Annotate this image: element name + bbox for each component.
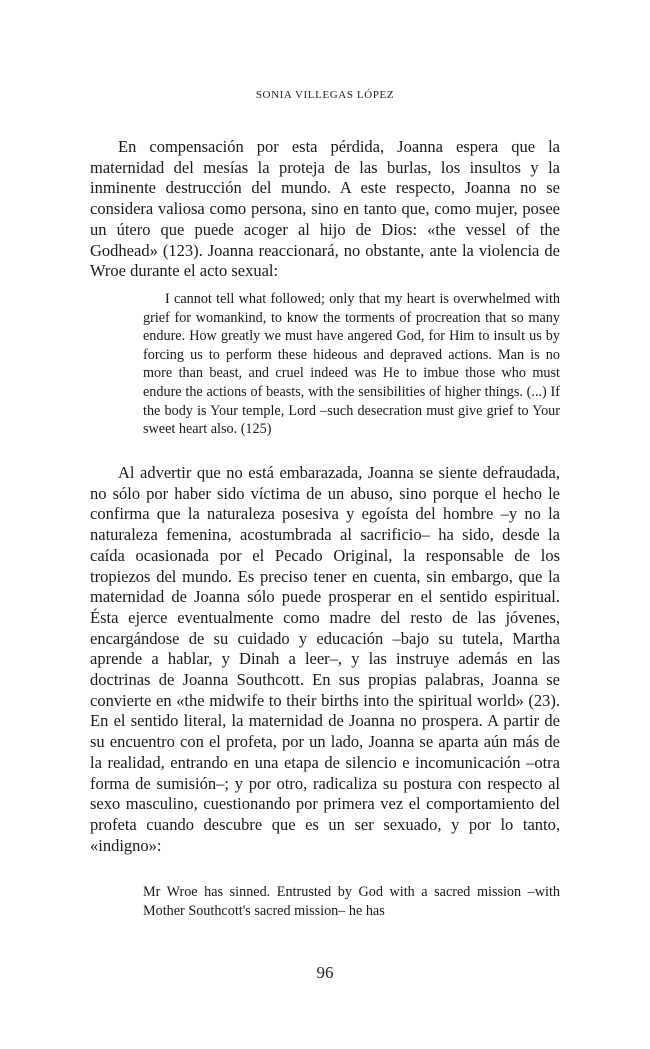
page-number: 96 bbox=[316, 963, 334, 982]
paragraph-text: En compensación por esta pérdida, Joanna espera que la maternidad del mesías la proteja de las burlas, los insultos y la inminente destrucción del mundo. A este respecto, Joanna no se considera valiosa como persona, sino en tanto que, como mujer, posee un útero que puede acoger al hijo de Dios: «the vessel of the Godhead» (123). Joanna reaccionará, no obstante, ante la violencia de Wroe durante el acto sexual: bbox=[90, 137, 560, 281]
running-head: SONIA VILLEGAS LÓPEZ bbox=[255, 89, 395, 101]
block-quote-1: I cannot tell what followed; only that my heart is overwhelmed with grief for womankind, to know the torments of procreation that so many endure. How greatly we must have angered God, for Him to insult us by forcing us to perform these hideous and depraved actions. Man is no more than beast, and cruel indeed was He to imbue those who must endure the actions of beasts, with the sensibilities of higher things. (...) If the body is Your temple, Lord –such desecration must give grief to Your sweet heart also. (125) bbox=[143, 291, 560, 438]
paragraph-text: Al advertir que no está embarazada, Joanna se siente defraudada, no sólo por haber sido víctima de un abuso, sino porque el hecho le confirma que la naturaleza posesiva y egoísta del hombre –y no la naturaleza femenina, acostumbrada al sacrificio– ha sido, desde la caída ocasionada por el Pecado Original, la responsable de los tropiezos del mundo. Es preciso tener en cuenta, sin embargo, que la maternidad de Joanna sólo puede prosperar en el sentido espiritual. Ésta ejerce eventualmente como madre del resto de las jóvenes, encargándose de su cuidado y educación –bajo su tutela, Martha aprende a hablar, y Dinah a leer–, y las instruye además en las doctrinas de Joanna Southcott. En sus propias palabras, Joanna se convierte en «the midwife to their births into the spiritual world» (23). En el sentido literal, la maternidad de Joanna no prospera. A partir de su encuentro con el profeta, por un lado, Joanna se aparta aún más de la realidad, entrando en una etapa de silencio e incomunicación –otra forma de sumisión–; y por otro, radicaliza su postura con respecto al sexo masculino, cuestionando por primera vez el comportamiento del profeta cuando descubre que es un ser sexuado, y por lo tanto, «indigno»: bbox=[90, 463, 560, 855]
block-quote-2: Mr Wroe has sinned. Entrusted by God with a sacred mission –with Mother Southcott's sacred mission– he has bbox=[143, 884, 560, 919]
body-paragraph-2 bbox=[90, 463, 560, 856]
body-paragraph-1 bbox=[90, 137, 560, 282]
